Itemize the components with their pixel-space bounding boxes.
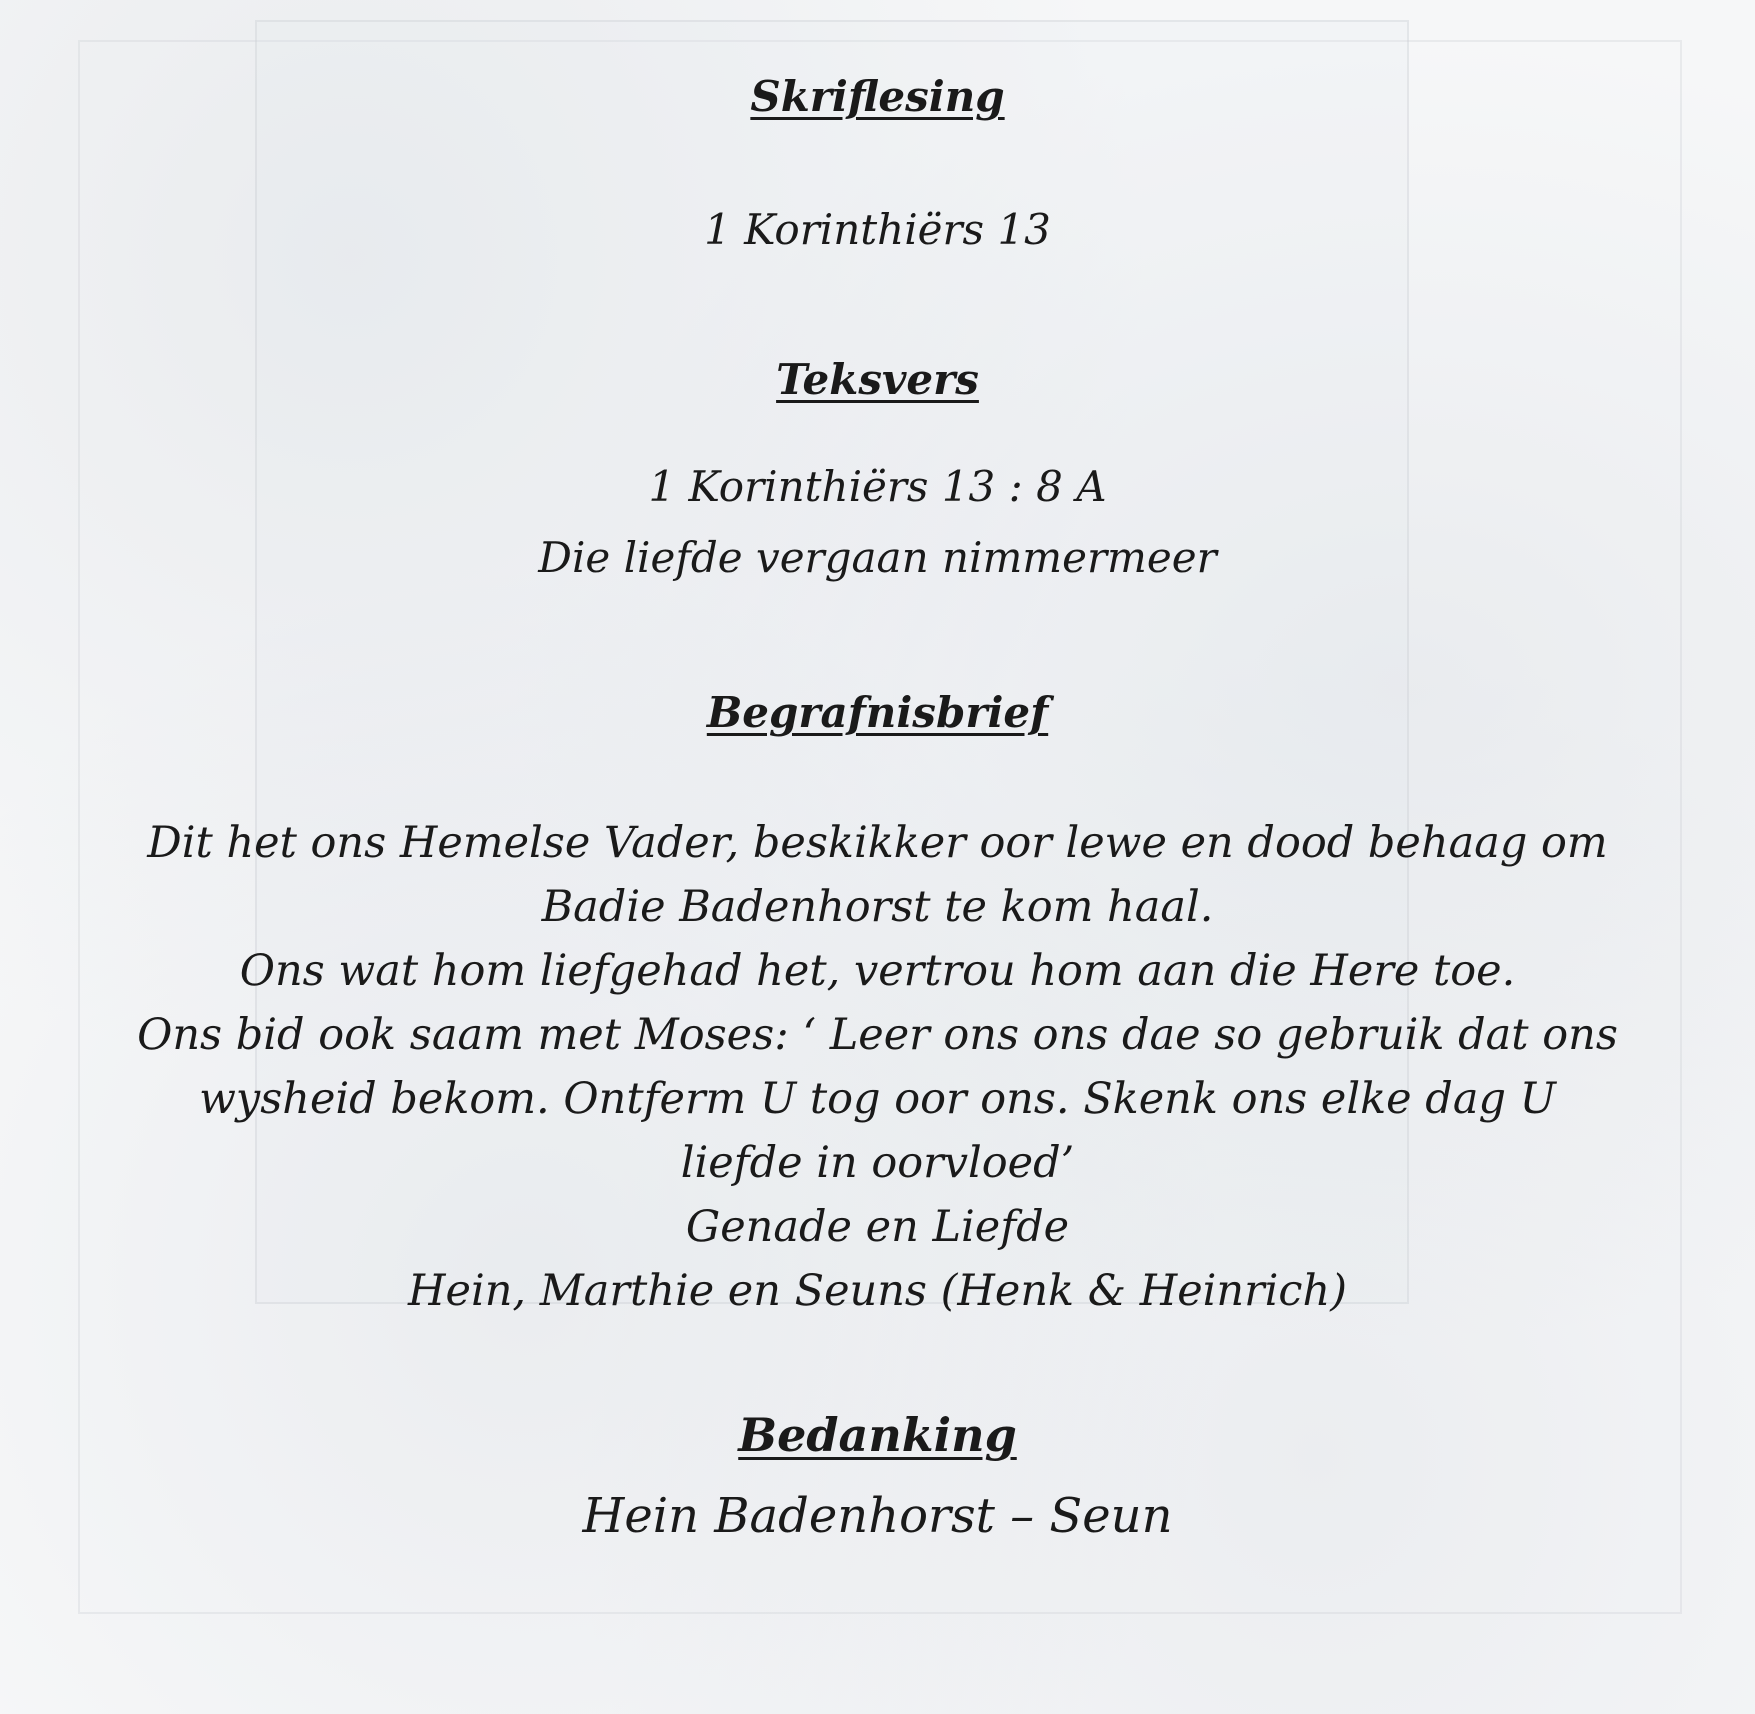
letter-line-4: Ons bid ook saam met Moses: ‘ Leer ons ons dae so gebruik dat ons [137, 1010, 1618, 1060]
teksvers-quote: Die liefde vergaan nimmermeer [538, 533, 1217, 582]
letter-signature: Hein, Marthie en Seuns (Henk & Heinrich) [408, 1266, 1347, 1316]
teksvers-heading: Teksvers [776, 355, 979, 404]
begrafnisbrief-heading: Begrafnisbrief [706, 688, 1049, 737]
bedanking-text: Hein Badenhorst – Seun [582, 1488, 1173, 1544]
teksvers-reference: 1 Korinthiërs 13 : 8 A [648, 462, 1107, 511]
letter-line-1: Dit het ons Hemelse Vader, beskikker oor lewe en dood behaag om [147, 818, 1608, 868]
letter-line-2: Badie Badenhorst te kom haal. [541, 882, 1214, 932]
letter-line-5: wysheid bekom. Ontferm U tog oor ons. Skenk ons elke dag U [199, 1074, 1556, 1124]
letter-closing: Genade en Liefde [685, 1202, 1070, 1252]
skriflesing-heading: Skriflesing [750, 72, 1005, 121]
skriflesing-text: 1 Korinthiërs 13 [704, 205, 1051, 254]
bedanking-heading: Bedanking [738, 1408, 1017, 1462]
letter-line-3: Ons wat hom liefgehad het, vertrou hom aan die Here toe. [239, 946, 1516, 996]
letter-line-6: liefde in oorvloed’ [680, 1138, 1075, 1188]
